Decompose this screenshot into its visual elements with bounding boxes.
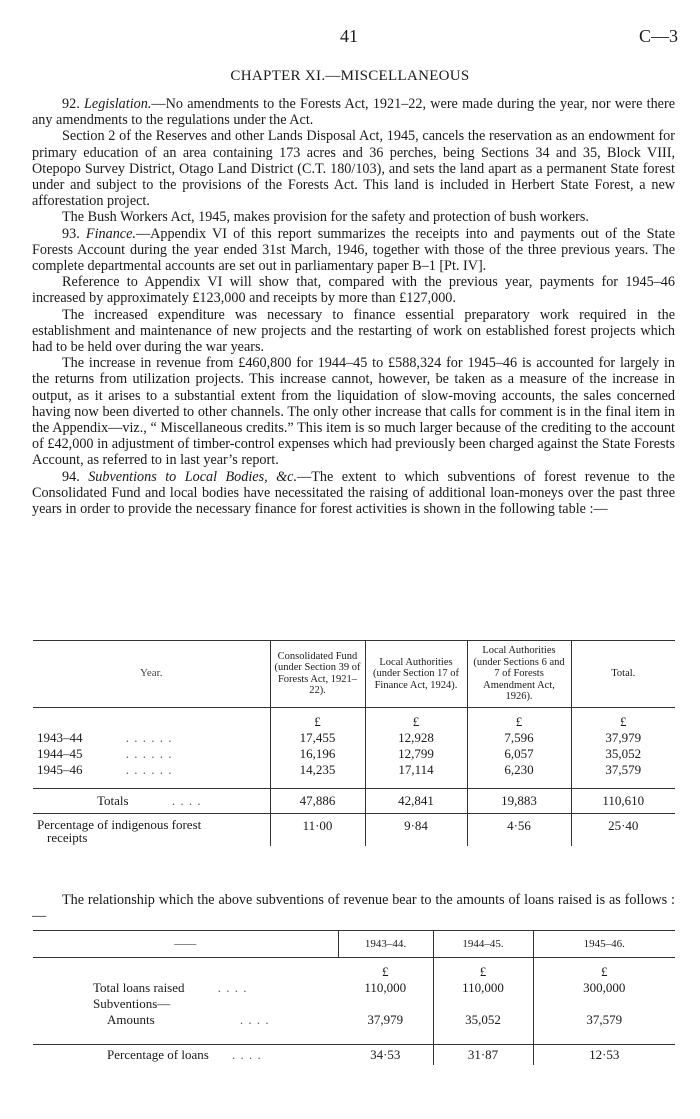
leader-dots: . . . . xyxy=(171,792,202,808)
unit-symbol: £ xyxy=(601,963,608,979)
total-local-1926: 19,883 xyxy=(467,788,571,813)
paragraph-93 xyxy=(32,226,675,275)
totals-row xyxy=(33,788,675,813)
body-text xyxy=(32,96,675,517)
total-consolidated-fund: 47,886 xyxy=(270,788,365,813)
col-header-1945-46: 1945–46. xyxy=(533,931,675,958)
row-label-loans: Total loans raised xyxy=(93,979,185,995)
cell-local-1924: 12,928 xyxy=(365,730,467,746)
subventions-table xyxy=(33,640,675,846)
table-row xyxy=(33,746,675,762)
unit-row xyxy=(33,707,675,730)
cell-amount-1943-44: 37,979 xyxy=(338,1012,433,1028)
pct-local-1924: 9·84 xyxy=(365,813,467,846)
unit-symbol: £ xyxy=(467,707,571,730)
row-year: 1944–45 xyxy=(37,745,83,761)
table-header-row xyxy=(33,641,675,708)
row-label-subventions: Subventions— xyxy=(93,995,171,1011)
cell-pct-1943-44: 34·53 xyxy=(338,1044,433,1065)
unit-symbol: £ xyxy=(433,958,533,980)
col-header-year: Year. xyxy=(33,641,270,708)
loans-table xyxy=(33,930,675,1065)
table-row xyxy=(33,1012,675,1028)
para-heading: Legislation. xyxy=(84,96,152,112)
row-label-amounts: Amounts xyxy=(107,1011,155,1027)
cell-loans-1945-46: 300,000 xyxy=(583,979,626,995)
cell-local-1926: 7,596 xyxy=(467,730,571,746)
para-number: 94. xyxy=(62,468,80,485)
table-row xyxy=(33,730,675,746)
cell-local-1924: 17,114 xyxy=(365,762,467,778)
cell-pct-1945-46: 12·53 xyxy=(533,1044,675,1065)
unit-row xyxy=(33,958,675,980)
leader-dots: . . . . xyxy=(232,1046,262,1062)
cell-amount-1944-45: 35,052 xyxy=(433,1012,533,1028)
percentage-label-cont: receipts xyxy=(47,829,88,845)
leader-dots: . . . . . . xyxy=(125,729,173,745)
para-number: 92. xyxy=(62,96,80,112)
page-number: 41 xyxy=(340,26,358,46)
unit-symbol: £ xyxy=(270,707,365,730)
cell-total: 37,979 xyxy=(605,729,642,745)
chapter-title: CHAPTER XI.—MISCELLANEOUS xyxy=(230,68,470,84)
cell-total: 37,579 xyxy=(605,761,642,777)
cell-consolidated-fund: 17,455 xyxy=(270,730,365,746)
table-row xyxy=(33,762,675,778)
paragraph-92 xyxy=(32,96,675,128)
leader-dots: . . . . xyxy=(217,979,248,995)
col-header-consolidated-fund: Consolidated Fund (under Section 39 of Forests Act, 1921–22). xyxy=(270,641,365,708)
document-code: C—3 xyxy=(638,26,678,46)
para-heading: Subventions to Local Bodies, &c. xyxy=(88,468,298,485)
cell-consolidated-fund: 14,235 xyxy=(270,762,365,778)
grand-total: 110,610 xyxy=(571,788,675,813)
paragraph-section2: Section 2 of the Reserves and other Lands Disposal Act, 1945, cancels the reservation as an endowment for primary education of an area containing 173 acres and 36 perches, being Sections 34 and 35, Block VIII, Otepopo Survey District, Otago Land District (C.T. 180/103), and sets the land apart as a permanent State forest under and subject to the provisions of the Forests Act. This land is included in Herbert State Forest, a new afforestation project. xyxy=(32,128,675,210)
table-row xyxy=(33,980,675,996)
col-header-total: Total. xyxy=(571,641,675,708)
row-label-percentage: Percentage of loans xyxy=(107,1046,209,1062)
row-year: 1945–46 xyxy=(37,761,83,777)
para-heading: Finance. xyxy=(85,225,136,242)
paragraph-revenue: The increase in revenue from £460,800 for 1944–45 to £588,324 for 1945–46 is accounted for largely in the returns from utilization projects. This increase cannot, however, be taken as a measure of the increase in output, as it arises to a substantial extent from the liquidation of slow-moving accounts, the sales concerned having now been diverted to other channels. The only other increase that calls for comment is in the final item in the Appendix—viz., “ Miscellaneous credits.” This item is so much larger because of the crediting to the account of £42,000 in adjustment of timber-control expenses which had previously been charged against the State Forests Account, as referred to in last year’s report. xyxy=(32,355,675,469)
row-year: 1943–44 xyxy=(37,729,83,745)
cell-loans-1943-44: 110,000 xyxy=(338,980,433,996)
col-header-blank: —— xyxy=(33,931,338,958)
para-text: —No amendments to the Forests Act, 1921–22, were made during the year, nor were there any amendments to the regulations under the Act. xyxy=(32,96,675,129)
col-header-1944-45: 1944–45. xyxy=(433,931,533,958)
cell-local-1926: 6,057 xyxy=(467,746,571,762)
table-row xyxy=(33,996,675,1012)
para-text: —The extent to which subventions of forest revenue to the Consolidated Fund and local bodies have necessitated the raising of additional loan-moneys over the past three years in order to provide the necessary finance for forest activities is shown in the following table :— xyxy=(32,468,675,518)
paragraph-expenditure: The increased expenditure was necessary to finance essential preparatory work required in the establishment and maintenance of new projects and the restarting of work on established forest projects which had to be held over during the war years. xyxy=(32,306,675,356)
leader-dots: . . . . . . xyxy=(125,761,173,777)
percentage-label: Percentage of indigenous forest xyxy=(37,816,202,832)
cell-consolidated-fund: 16,196 xyxy=(270,746,365,762)
para-number: 93. xyxy=(62,225,80,242)
pct-local-1926: 4·56 xyxy=(467,813,571,846)
unit-symbol: £ xyxy=(620,713,627,729)
percentage-row xyxy=(33,813,675,846)
cell-pct-1944-45: 31·87 xyxy=(433,1044,533,1065)
col-header-local-authorities-1926: Local Authorities (under Sections 6 and 7 of Forests Amendment Act, 1926). xyxy=(467,641,571,708)
leader-dots: . . . . xyxy=(239,1011,270,1027)
cell-total: 35,052 xyxy=(605,745,642,761)
paragraph-bush-workers: The Bush Workers Act, 1945, makes provision for the safety and protection of bush workers. xyxy=(62,209,589,226)
unit-symbol: £ xyxy=(338,958,433,980)
para-text: —Appendix VI of this report summarizes the receipts into and payments out of the State Forests Account during the year ended 31st March, 1946, together with those of the three previous years. The complete departmental accounts are set out in parliamentary paper B–1 [Pt. IV]. xyxy=(32,225,676,275)
table-header-row xyxy=(33,931,675,958)
cell-local-1926: 6,230 xyxy=(467,762,571,778)
col-header-local-authorities-1924: Local Authorities (under Section 17 of Finance Act, 1924). xyxy=(365,641,467,708)
cell-loans-1944-45: 110,000 xyxy=(433,980,533,996)
col-header-1943-44: 1943–44. xyxy=(338,931,433,958)
paragraph-relationship: The relationship which the above subventions of revenue bear to the amounts of loans raised is as follows :— xyxy=(32,892,675,925)
percentage-row xyxy=(33,1044,675,1065)
paragraph-reference: Reference to Appendix VI will show that, compared with the previous year, payments for 1945–46 increased by approximately £123,000 and receipts by more than £127,000. xyxy=(32,274,675,307)
cell-amount-1945-46: 37,579 xyxy=(586,1011,623,1027)
paragraph-94 xyxy=(32,469,675,518)
total-local-1924: 42,841 xyxy=(365,788,467,813)
totals-label: Totals xyxy=(97,792,129,808)
pct-consolidated-fund: 11·00 xyxy=(270,813,365,846)
leader-dots: . . . . . . xyxy=(125,745,173,761)
cell-local-1924: 12,799 xyxy=(365,746,467,762)
unit-symbol: £ xyxy=(365,707,467,730)
pct-total: 25·40 xyxy=(608,817,639,833)
